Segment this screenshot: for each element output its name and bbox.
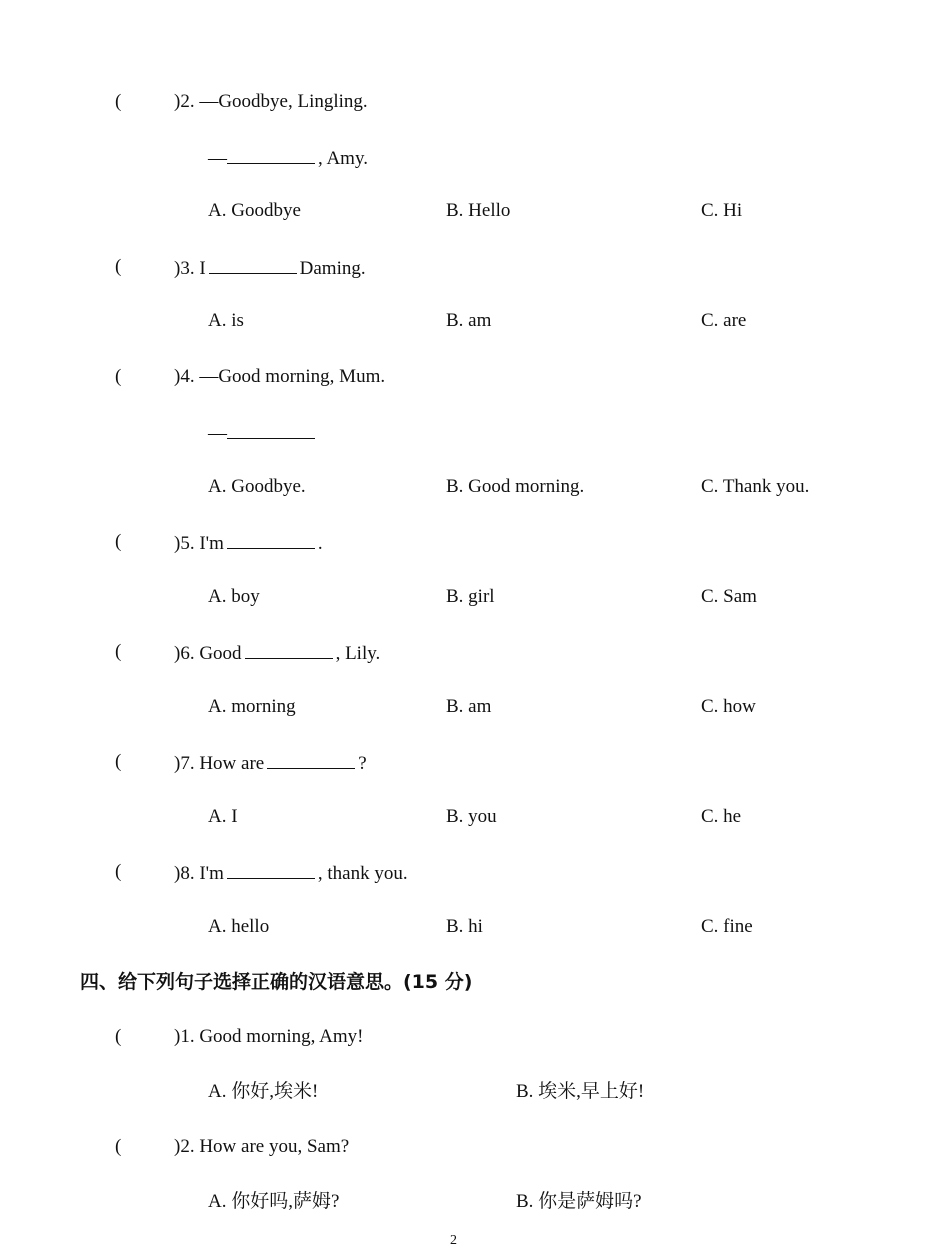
question-text: , Lily. — [335, 643, 381, 664]
option-b: B. girl — [446, 586, 495, 607]
option-c: C. Sam — [701, 586, 757, 607]
question-number: )2. — [174, 91, 195, 112]
answer-blank[interactable] — [227, 420, 315, 439]
option-b: B. Hello — [446, 200, 511, 221]
answer-paren[interactable]: ( — [115, 1026, 122, 1047]
question-number: )4. — [174, 366, 195, 387]
option-b: B. 你是萨姆吗? — [516, 1191, 642, 1212]
option-c: C. fine — [701, 916, 753, 937]
option-b: B. am — [446, 696, 492, 717]
reply-text: , Amy. — [318, 148, 368, 169]
question-text: Daming. — [299, 258, 366, 279]
question-text: —Goodbye, Lingling. — [199, 91, 368, 112]
section-4-title: 四、给下列句子选择正确的汉语意思。(15 分) — [80, 971, 473, 993]
option-c: C. are — [701, 310, 747, 331]
question-number: )2. — [174, 1136, 195, 1157]
answer-paren[interactable]: ( — [115, 1136, 122, 1157]
answer-blank[interactable] — [245, 640, 333, 659]
question-2-reply — [208, 145, 368, 171]
answer-paren[interactable]: ( — [115, 256, 122, 277]
answer-blank[interactable] — [267, 750, 355, 769]
option-b: B. hi — [446, 916, 483, 937]
question-number: )3. — [174, 258, 195, 279]
answer-paren[interactable]: ( — [115, 91, 122, 112]
answer-blank[interactable] — [209, 255, 297, 274]
answer-blank[interactable] — [227, 145, 315, 164]
option-a: A. boy — [208, 586, 260, 607]
answer-paren[interactable]: ( — [115, 751, 122, 772]
answer-paren[interactable]: ( — [115, 641, 122, 662]
answer-paren[interactable]: ( — [115, 861, 122, 882]
option-c: C. Thank you. — [701, 476, 810, 497]
option-a: A. is — [208, 310, 244, 331]
option-a: A. 你好,埃米! — [208, 1081, 319, 1102]
answer-blank[interactable] — [227, 530, 315, 549]
question-number: )7. — [174, 753, 195, 774]
question-text: ? — [358, 753, 367, 774]
option-c: C. how — [701, 696, 756, 717]
question-text: I'm — [199, 533, 224, 554]
option-b: B. 埃米,早上好! — [516, 1081, 645, 1102]
option-a: A. Goodbye — [208, 200, 301, 221]
option-a: A. Goodbye. — [208, 476, 306, 497]
question-text: I — [199, 258, 206, 279]
option-a: A. 你好吗,萨姆? — [208, 1191, 340, 1212]
question-number: )5. — [174, 533, 195, 554]
option-c: C. he — [701, 806, 742, 827]
page-number: 2 — [450, 1233, 457, 1248]
question-number: )6. — [174, 643, 195, 664]
option-b: B. am — [446, 310, 492, 331]
question-number: )8. — [174, 863, 195, 884]
reply-dash: — — [208, 148, 227, 169]
question-text: Good morning, Amy! — [199, 1026, 364, 1047]
option-a: A. hello — [208, 916, 270, 937]
option-b: B. Good morning. — [446, 476, 585, 497]
question-text: Good — [199, 643, 242, 664]
question-text: I'm — [199, 863, 224, 884]
question-text: —Good morning, Mum. — [199, 366, 386, 387]
answer-paren[interactable]: ( — [115, 366, 122, 387]
question-text: , thank you. — [317, 863, 408, 884]
option-a: A. I — [208, 806, 238, 827]
answer-blank[interactable] — [227, 860, 315, 879]
question-text: . — [317, 533, 323, 554]
question-number: )1. — [174, 1026, 195, 1047]
option-a: A. morning — [208, 696, 296, 717]
answer-paren[interactable]: ( — [115, 531, 122, 552]
question-text: How are you, Sam? — [199, 1136, 350, 1157]
reply-dash: — — [208, 423, 227, 444]
question-4-reply — [208, 420, 318, 446]
option-c: C. Hi — [701, 200, 743, 221]
option-b: B. you — [446, 806, 497, 827]
question-text: How are — [199, 753, 265, 774]
